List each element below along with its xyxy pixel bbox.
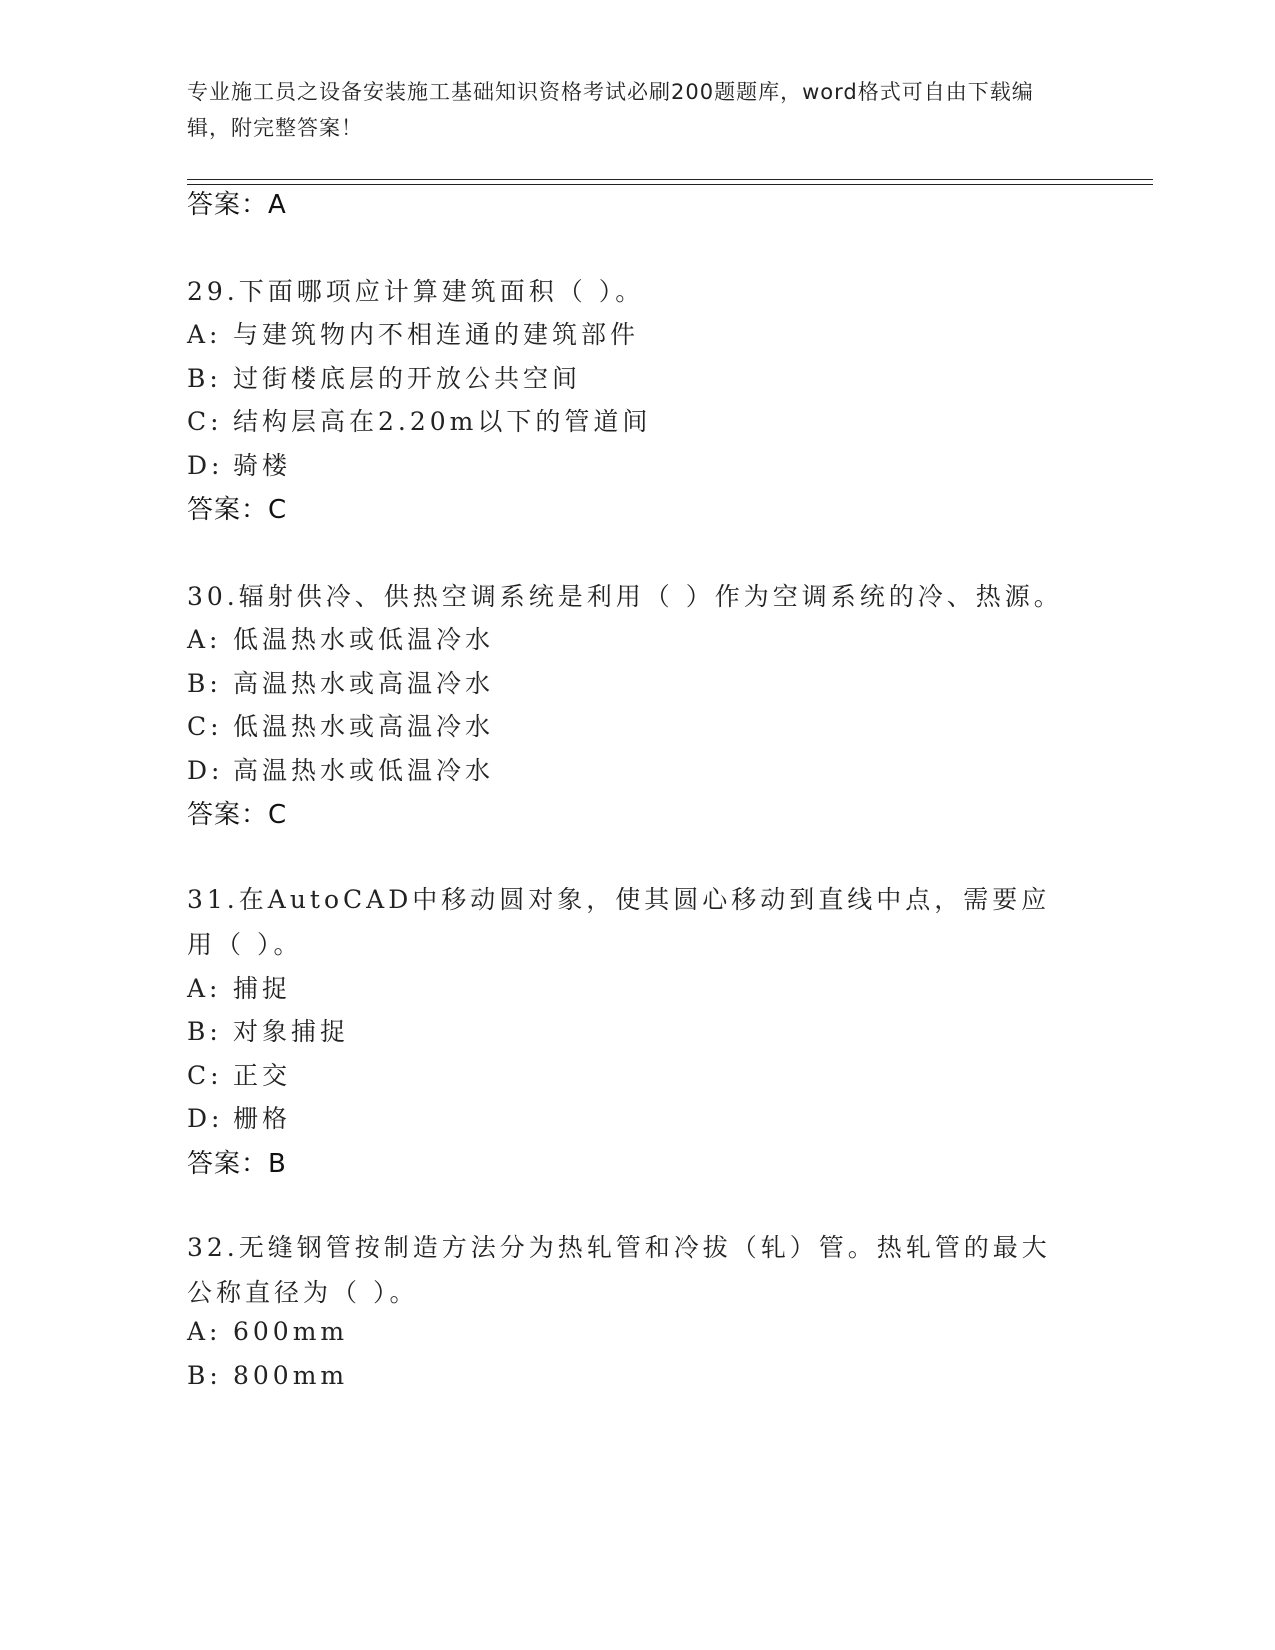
option-text: 高温热水或高温冷水 [233, 669, 495, 698]
question-31-answer: 答案：B [187, 1149, 287, 1179]
option-key: B: [187, 1017, 222, 1046]
previous-answer: 答案：A [187, 190, 287, 220]
option-text: 高温热水或低温冷水 [233, 756, 495, 785]
option-text: 栅格 [233, 1104, 292, 1133]
question-29-option-d [187, 446, 1067, 482]
option-text: 对象捕捉 [233, 1017, 350, 1046]
question-32-option-b [187, 1361, 1067, 1390]
option-key: A: [187, 1317, 222, 1346]
option-key: D: [187, 1104, 224, 1133]
header-divider [187, 179, 1153, 180]
question-30-option-b [187, 664, 1067, 700]
question-31-stem: 31.在AutoCAD中移动圆对象，使其圆心移动到直线中点，需要应用（ ）。 [187, 885, 1051, 959]
option-key: B: [187, 364, 222, 393]
option-key: D: [187, 756, 224, 785]
option-key: A: [187, 625, 222, 654]
document-header: 专业施工员之设备安装施工基础知识资格考试必刷200题题库，word格式可自由下载编辑，附完整答案！ [187, 80, 1034, 140]
question-29-stem: 29.下面哪项应计算建筑面积（ ）。 [187, 277, 645, 306]
question-30-option-c [187, 707, 1067, 743]
question-30-stem: 30.辐射供冷、供热空调系统是利用（ ）作为空调系统的冷、热源。 [187, 582, 1063, 611]
option-key: B: [187, 669, 222, 698]
option-text: 过街楼底层的开放公共空间 [233, 364, 582, 393]
option-key: A: [187, 320, 222, 349]
question-29-option-c [187, 402, 1067, 438]
option-text: 低温热水或低温冷水 [233, 625, 495, 654]
question-29-option-a [187, 315, 1067, 351]
option-key: C: [187, 1061, 223, 1090]
option-key: C: [187, 712, 223, 741]
option-text: 低温热水或高温冷水 [233, 712, 495, 741]
option-text: 正交 [233, 1061, 292, 1090]
option-text: 800mm [233, 1361, 349, 1390]
question-31-option-c [187, 1056, 1067, 1092]
question-32-stem: 32.无缝钢管按制造方法分为热轧管和冷拔（轧）管。热轧管的最大公称直径为（ ）。 [187, 1233, 1051, 1307]
question-30-option-a [187, 620, 1067, 656]
question-31-option-b [187, 1012, 1067, 1048]
option-key: D: [187, 451, 224, 480]
option-text: 结构层高在2.20m以下的管道间 [233, 407, 652, 436]
option-text: 捕捉 [233, 974, 292, 1003]
option-key: C: [187, 407, 223, 436]
question-29-option-b [187, 359, 1067, 395]
question-30-answer: 答案：C [187, 800, 288, 830]
question-32-option-a [187, 1317, 1067, 1346]
option-text: 与建筑物内不相连通的建筑部件 [233, 320, 640, 349]
question-30-option-d [187, 751, 1067, 787]
question-29-answer: 答案：C [187, 495, 288, 525]
option-key: A: [187, 974, 222, 1003]
option-text: 骑楼 [233, 451, 292, 480]
option-text: 600mm [233, 1317, 349, 1346]
question-31-option-a [187, 969, 1067, 1005]
option-key: B: [187, 1361, 222, 1390]
question-31-option-d [187, 1099, 1067, 1135]
